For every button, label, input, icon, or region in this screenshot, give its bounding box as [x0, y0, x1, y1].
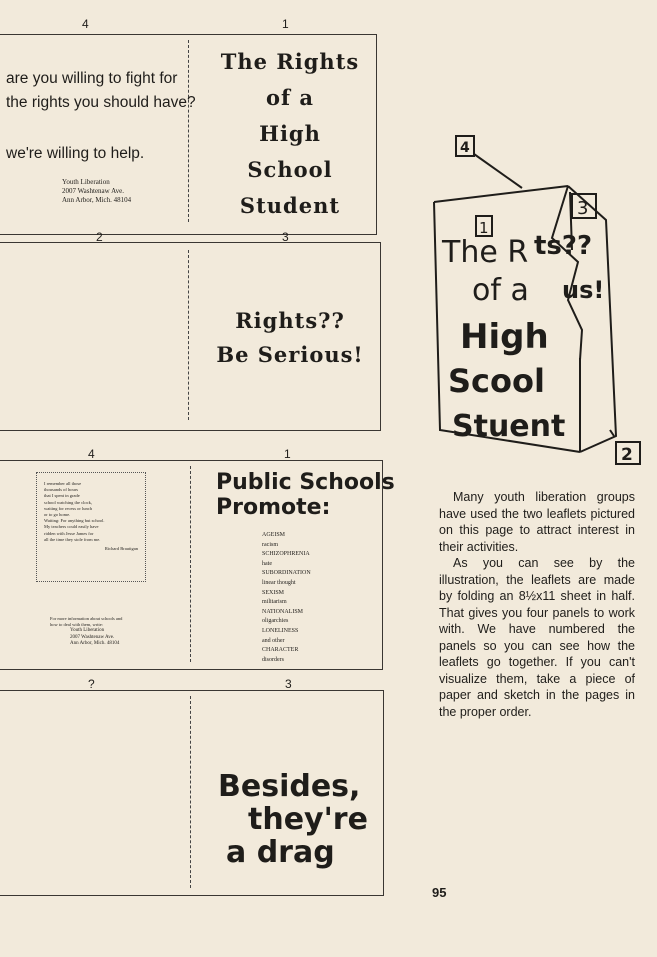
- panel-number-2: 2: [96, 230, 103, 244]
- svg-text:2: 2: [621, 445, 633, 465]
- leaflet1-address: Youth Liberation 2007 Washtenaw Ave. Ann Arbor, Mich. 48104: [62, 178, 132, 204]
- svg-text:Scool: Scool: [448, 362, 545, 400]
- svg-text:4: 4: [460, 140, 470, 156]
- disorders-list: AGEISM racism SCHIZOPHRENIA hate SUBORDINATION linear thought SEXISM militarism NATIONALISM oligarchies LONELINESS and other CHARACTER disorders: [262, 532, 311, 663]
- panel-number-1: 1: [282, 17, 289, 31]
- leaflet2-cover-title: Public Schools Promote:: [216, 470, 395, 520]
- panel-number-3: 3: [282, 230, 289, 244]
- svg-text:us!: us!: [562, 276, 605, 304]
- leaflet1-inside-text: Rights?? Be Serious!: [216, 308, 364, 367]
- panel-number-3b: 3: [285, 677, 292, 691]
- svg-text:3: 3: [577, 198, 589, 219]
- panel-number-1b: 1: [284, 447, 291, 461]
- panel-number-4: 4: [82, 17, 89, 31]
- page-number: 95: [432, 885, 447, 900]
- svg-text:Stuent: Stuent: [452, 409, 566, 444]
- svg-text:1: 1: [479, 219, 489, 237]
- question-line-1: are you willing to fight for: [6, 70, 178, 87]
- folded-leaflet-illustration: [430, 130, 657, 470]
- question-line-2: the rights you should have?: [6, 94, 196, 111]
- more-info-text: For more information about schools and how to deal with them, write:: [50, 616, 123, 627]
- leaflet2-address: Youth Liberation 2007 Washtenaw Ave. Ann Arbor, Mich. 48104: [70, 628, 120, 646]
- svg-text:ts??: ts??: [534, 231, 593, 261]
- svg-text:The R: The R: [442, 235, 529, 270]
- svg-text:High: High: [460, 317, 549, 357]
- offer-text: we're willing to help.: [6, 145, 145, 162]
- leaflet2-inside-text: Besides, they're a drag: [218, 769, 368, 870]
- leaflet1-cover-title: The Rights of a High School Student: [220, 49, 360, 218]
- panel-number-2b: ?: [88, 677, 95, 691]
- poem-box: I remember all those thousands of hours that I spent in grade school watching the clock, waiting for recess or lunch or to go home. Waiting: For anything but school. My teachers could easily have ridden with Jesse James for all the time they stole from me. Richard Brautigan: [36, 472, 146, 582]
- panel-number-4b: 4: [88, 447, 95, 461]
- body-text: Many youth liberation groups have used the two leaflets pictured on this page to attract interest in their activities. As you can see by the illustration, the leaflets are made by folding an 8½x11 sheet in half. That gives you four panels to work with. We have numbered the panels so you can see how the leaflets go together. If you can't visualize them, take a piece of paper and sketch in the pages in the proper order.: [439, 490, 635, 719]
- svg-text:of a: of a: [472, 273, 529, 308]
